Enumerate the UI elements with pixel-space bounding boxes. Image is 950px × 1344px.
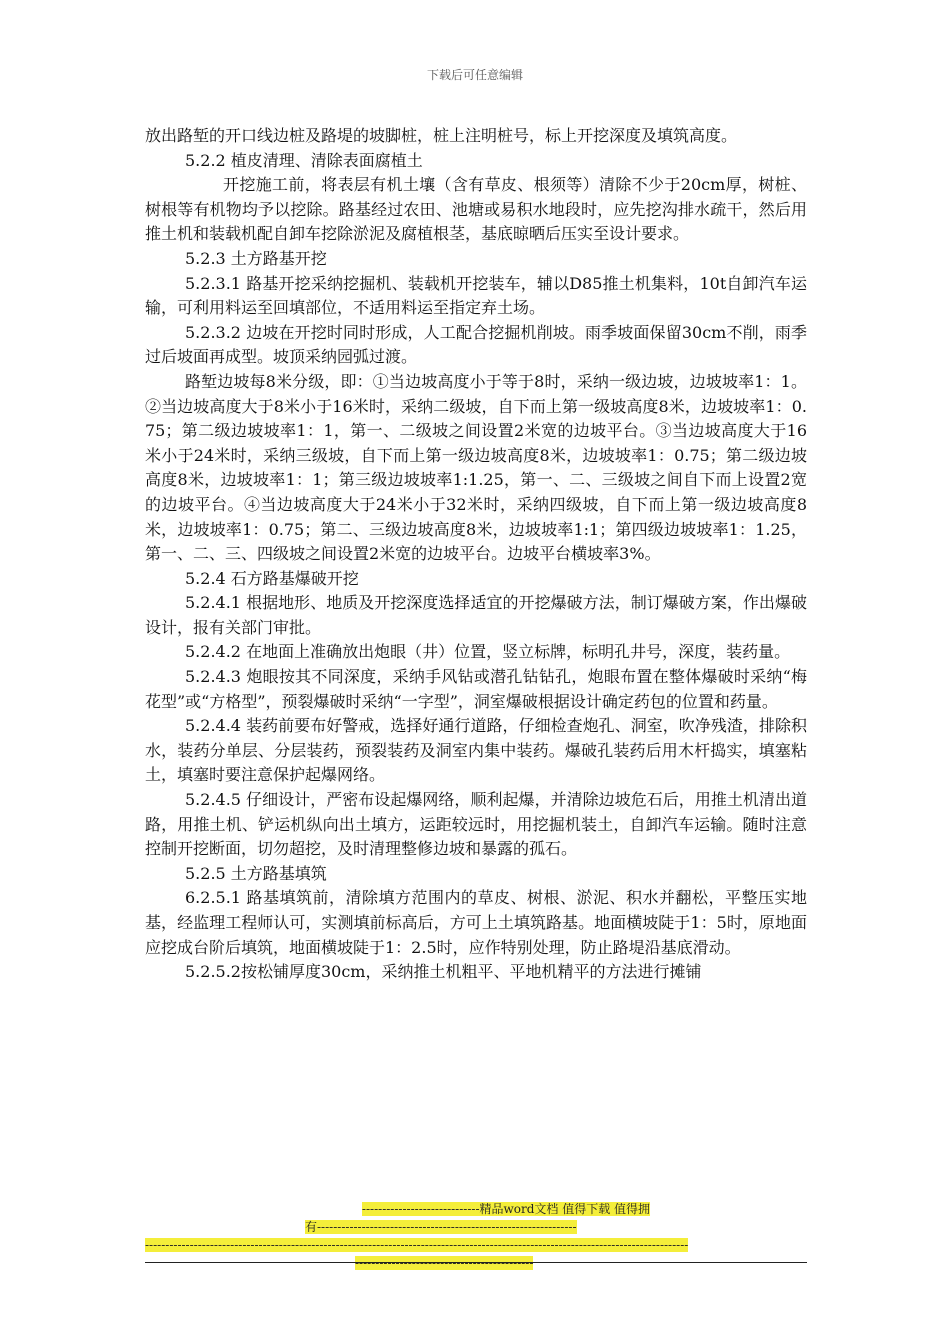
- paragraph: 5.2.4.3 炮眼按其不同深度，采纳手风钻或潜孔钻钻孔，炮眼布置在整体爆破时采纳“梅花型”或“方格型”，预裂爆破时采纳“一字型”，洞室爆破根据设计确定药包的位置和药量。: [145, 667, 807, 711]
- paragraph: 5.2.3.1 路基开挖采纳挖掘机、装载机开挖装车，辅以D85推土机集料，10t自卸汽车运输，可利用料运至回填部位，不适用料运至指定弃土场。: [145, 273, 807, 318]
- document-body: [145, 124, 807, 985]
- paragraph: 路堑边坡每8米分级，即：①当边坡高度小于等于8时，采纳一级边坡，边坡坡率1：1。②当边坡高度大于8米小于16米时，采纳二级坡，自下而上第一级坡高度8米，边坡坡率1：0.75；第二级边坡坡率1：1，第一、二级坡之间设置2米宽的边坡平台。③当边坡高度大于16米小于24米时，采纳三级坡，自下而上第一级边坡高度8米，边坡坡率1：0.75；第二级边坡高度8米，边坡坡率1：1；第三级边坡坡率1:1.25，第一、二、三级坡之间自下而上设置2宽的边坡平台。④当边坡高度大于24米小于32米时，采纳四级坡，自下而上第一级边坡高度8米，边坡坡率1：0.75；第二、三级边坡高度8米，边坡坡率1:1；第四级边坡坡率1：1.25，第一、二、三、四级坡之间设置2米宽的边坡平台。边坡平台横坡率3%。: [145, 371, 807, 564]
- footer-divider: [145, 1262, 807, 1263]
- paragraph: 开挖施工前，将表层有机土壤（含有草皮、根须等）清除不少于20cm厚，树桩、树根等有机物均予以挖除。路基经过农田、池塘或易积水地段时，应先挖沟排水疏干，然后用推土机和装载机配自卸车挖除淤泥及腐植根茎，基底晾晒后压实至设计要求。: [145, 175, 807, 244]
- paragraph: 5.2.5.2按松铺厚度30cm，采纳推土机粗平、平地机精平的方法进行摊铺: [185, 962, 702, 982]
- paragraph: 5.2.4.2 在地面上准确放出炮眼（井）位置，竖立标牌，标明孔井号，深度，装药量。: [185, 642, 791, 662]
- paragraph: 放出路堑的开口线边桩及路堤的坡脚桩，桩上注明桩号，标上开挖深度及填筑高度。: [145, 126, 738, 145]
- section-heading: 5.2.2 植皮清理、清除表面腐植土: [185, 150, 423, 170]
- section-heading: 5.2.4 石方路基爆破开挖: [185, 568, 359, 588]
- footer-banner-line-2: 有----------------------------------------------------------------: [305, 1220, 577, 1234]
- paragraph: 5.2.4.1 根据地形、地质及开挖深度选择适宜的开挖爆破方法，制订爆破方案，作出爆破设计，报有关部门审批。: [145, 593, 807, 637]
- paragraph: 5.2.4.4 装药前要布好警戒，选择好通行道路，仔细检查炮孔、洞室，吹净残渣，排除积水，装药分单层、分层装药，预裂装药及洞室内集中装药。爆破孔装药后用木杆捣实，填塞粘土，填塞时要注意保护起爆网络。: [145, 716, 807, 785]
- section-heading: 5.2.3 土方路基开挖: [185, 248, 327, 268]
- paragraph: 5.2.4.5 仔细设计，严密布设起爆网络，顺利起爆，并清除边坡危石后，用推土机清出道路，用推土机、铲运机纵向出土填方，运距较远时，用挖掘机装土，自卸汽车运输。随时注意控制开挖断面，切勿超挖，及时清理整修边坡和暴露的孤石。: [145, 790, 807, 859]
- page-header: 下载后可任意编辑: [426, 68, 523, 82]
- footer-banner-line-3: --------------------------------------------------------------------------------------------------------------------------------------: [145, 1238, 689, 1252]
- footer-banner-line-4: --------------------------------------------: [355, 1256, 534, 1270]
- paragraph: 5.2.3.2 边坡在开挖时同时形成，人工配合挖掘机削坡。雨季坡面保留30cm不削，雨季过后坡面再成型。坡顶采纳园弧过渡。: [145, 322, 807, 367]
- footer-banner-line-1: -----------------------------精品word文档 值得下载 值得拥: [361, 1202, 651, 1216]
- paragraph: 6.2.5.1 路基填筑前，清除填方范围内的草皮、树根、淤泥、积水并翻松，平整压实地基，经监理工程师认可，实测填前标高后，方可上土填筑路基。地面横坡陡于1：5时，原地面应挖成台阶后填筑，地面横坡陡于1：2.5时，应作特别处理，防止路堤沿基底滑动。: [145, 888, 807, 957]
- section-heading: 5.2.5 土方路基填筑: [185, 863, 327, 883]
